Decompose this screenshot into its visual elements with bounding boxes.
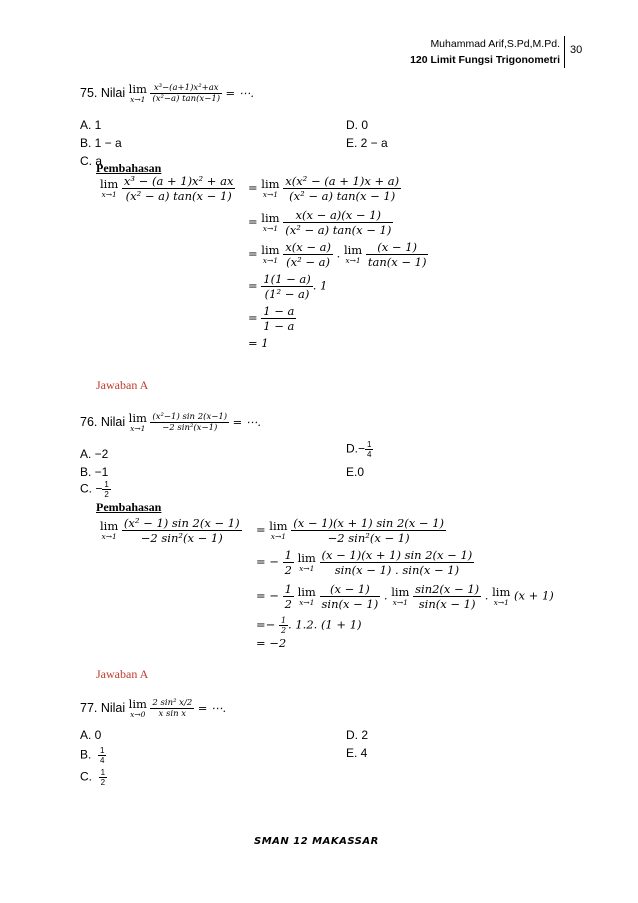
question-77-prefix: 77. Nilai (80, 700, 126, 715)
q75-option-c: C. a (80, 154, 103, 168)
q77-option-e: E. 4 (346, 746, 368, 760)
q76-step-5: = −2 (256, 636, 287, 650)
q75-option-e: E. 2 − a (346, 136, 388, 150)
q76-step-lhs: lim x→1 $\frac{\text{(x² − 1) sin 2(x − 1)}}{\text{−2 sin²(x − 1)}}$ (100, 516, 240, 545)
q75-answer: Jawaban A (96, 378, 149, 392)
q75-option-d: D. 0 (346, 118, 369, 132)
q75-option-b: B. 1 − a (80, 136, 122, 150)
question-77-tail: = ⋯. (197, 700, 227, 715)
question-76-prefix: 76. Nilai (80, 414, 126, 429)
q76-option-b: B. −1 (80, 465, 109, 479)
question-77 (80, 698, 226, 719)
q75-step-6: = 1 (248, 336, 269, 350)
question-77-fraction: $\frac{\text{2 sin² x/2}}{\text{x sin x}}$ (152, 698, 193, 719)
header-divider (564, 36, 565, 68)
q77-option-a: A. 0 (80, 728, 102, 742)
footer-school-name: SMAN 12 MAKASSAR (254, 836, 379, 847)
header-book-title: 120 Limit Fungsi Trigonometri (410, 54, 560, 66)
q76-answer: Jawaban A (96, 667, 149, 681)
q76-option-a: A. −2 (80, 447, 109, 461)
question-76-tail: = ⋯. (232, 414, 262, 429)
q75-step-lhs: lim x→1 $\frac{\text{x³ − (a + 1)x² + ax}}{\text{(x² − a) tan(x − 1)}}$ (100, 174, 234, 203)
q76-option-d: D.− $\frac{1}{4}$ (346, 440, 372, 459)
q76-option-c: C. − $\frac{1}{2}$ (80, 480, 109, 499)
q75-step-1: = lim x→1 $\frac{\text{x(x² − (a + 1)x + a)}}{\text{(x² − a) tan(x − 1)}}$ (248, 174, 400, 203)
page-number: 30 (570, 44, 583, 56)
question-75 (80, 83, 254, 104)
q75-pembahasan-heading: Pembahasan (96, 161, 162, 175)
q76-step-4: =− $\frac{1}{2}$ . 1.2. (1 + 1) (256, 616, 362, 635)
header-author: Muhammad Arif,S.Pd,M.Pd. (430, 38, 560, 50)
question-75-tail: = ⋯. (225, 85, 254, 100)
q76-step-2: = − $\frac{1}{2}$ lim x→1 $\frac{(x - 1)(x + 1) \sin 2(x - 1)}{\sin(x - 1) . \sin(x - 1)}$ (256, 548, 473, 577)
q75-option-a: A. 1 (80, 118, 102, 132)
question-77-limit: lim x→0 (128, 697, 147, 719)
q77-option-d: D. 2 (346, 728, 369, 742)
question-75-prefix: 75. Nilai (80, 85, 126, 100)
question-75-fraction: $\frac{\text{x³−(a+1)x²+ax}}{\text{(x²−a) tan(x−1)}}$ (152, 83, 221, 104)
q75-step-4: = $\frac{1(1 - a)}{\text{(1² − a)}}$ . 1 (248, 272, 328, 301)
q76-step-3: = − $\frac{1}{2}$ lim x→1 $\frac{(x - 1)}{\sin(x - 1)}$ . lim x→1 $\frac{\sin 2(x - 1)}{\sin(x - 1)}$ . lim x→1 (x + 1) (256, 582, 554, 611)
question-76 (80, 412, 261, 433)
question-76-fraction: $\frac{\text{(x²−1) sin 2(x−1)}}{\text{−2 sin²(x−1)}}$ (152, 412, 228, 433)
q76-pembahasan-heading: Pembahasan (96, 500, 162, 514)
q75-step-2: = lim x→1 $\frac{x(x - a)(x - 1)}{\text{(x² − a) tan(x − 1)}}$ (248, 208, 392, 237)
q75-step-5: = $\frac{1 - a}{1 - a}$ (248, 304, 295, 333)
question-75-limit: lim x→1 (128, 82, 147, 104)
q76-option-e: E.0 (346, 465, 365, 479)
q77-option-c: C. $\frac{1}{2}$ (80, 768, 106, 787)
question-76-limit: lim x→1 (128, 411, 147, 433)
q77-option-b: B. $\frac{1}{4}$ (80, 746, 105, 765)
q75-step-3: = lim x→1 $\frac{x(x - a)}{\text{(x² − a)}}$ . lim x→1 $\frac{(x - 1)}{\tan(x - 1)}$ (248, 240, 427, 269)
q76-step-1: = lim x→1 $\frac{(x - 1)(x + 1) \sin 2(x - 1)}{\text{−2 sin²(x − 1)}}$ (256, 516, 444, 545)
